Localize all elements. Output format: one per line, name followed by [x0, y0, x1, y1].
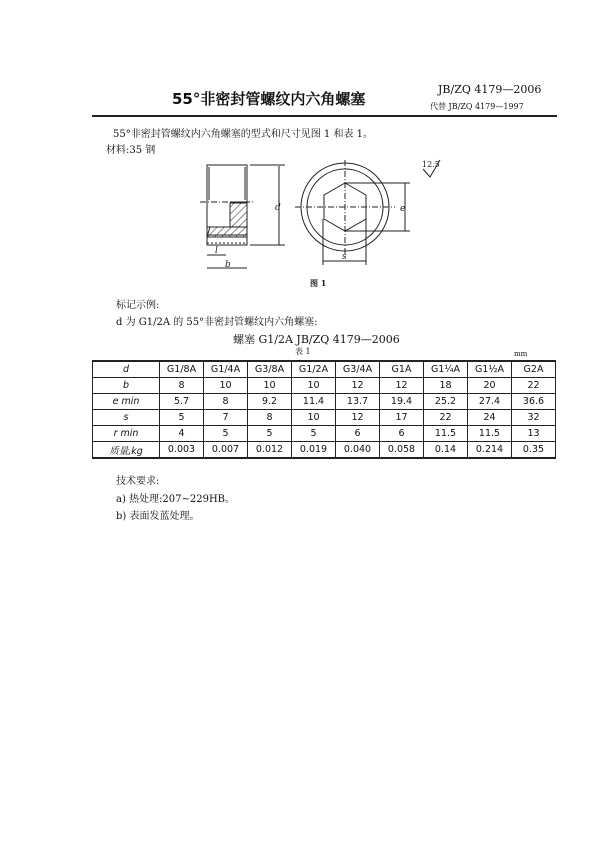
table-cell: 0.019	[292, 442, 336, 459]
table-cell: 32	[512, 410, 556, 426]
table-cell: 5	[248, 426, 292, 442]
table-cell: 6	[380, 426, 424, 442]
table-cell: G1¼A	[424, 361, 468, 378]
table-cell: 5	[292, 426, 336, 442]
row-header: d	[93, 361, 160, 378]
table-cell: 0.003	[160, 442, 204, 459]
table-cell: G2A	[512, 361, 556, 378]
table-cell: 11.4	[292, 394, 336, 410]
label-b: b	[225, 260, 231, 270]
table-cell: 12	[336, 410, 380, 426]
table-row	[93, 361, 556, 378]
table-cell: 17	[380, 410, 424, 426]
table-cell: 18	[424, 378, 468, 394]
table-cell: G3/8A	[248, 361, 292, 378]
table-cell: 8	[204, 394, 248, 410]
table-cell: G1½A	[468, 361, 512, 378]
label-e: e	[400, 204, 406, 214]
table-cell: G3/4A	[336, 361, 380, 378]
table-cell: 0.14	[424, 442, 468, 459]
table-row	[93, 410, 556, 426]
table-row	[93, 378, 556, 394]
table-cell: 6	[336, 426, 380, 442]
label-l: l	[215, 246, 218, 256]
standard-number: JB/ZQ 4179—2006	[438, 83, 542, 96]
table-cell: 20	[468, 378, 512, 394]
label-s: s	[342, 252, 347, 262]
table-cell: 10	[292, 378, 336, 394]
table-cell: 0.058	[380, 442, 424, 459]
table-cell: 0.012	[248, 442, 292, 459]
header-rule	[92, 115, 557, 117]
table-cell: 4	[160, 426, 204, 442]
marking-heading: 标记示例:	[116, 300, 160, 311]
table-cell: G1A	[380, 361, 424, 378]
row-header: 质量,kg	[93, 442, 160, 459]
end-view	[295, 160, 410, 265]
dimension-table	[92, 360, 556, 459]
table-cell: 13.7	[336, 394, 380, 410]
roughness-value: 12.5	[422, 160, 440, 169]
marking-example: 螺塞 G1/2A JB/ZQ 4179—2006	[233, 333, 400, 346]
label-d: d	[275, 203, 281, 213]
table-cell: 0.214	[468, 442, 512, 459]
table-cell: 0.35	[512, 442, 556, 459]
intro-text: 55°非密封管螺纹内六角螺塞的型式和尺寸见图 1 和表 1。	[113, 129, 373, 140]
table-cell: 10	[292, 410, 336, 426]
table-cell: 10	[248, 378, 292, 394]
table-cell: 27.4	[468, 394, 512, 410]
table-cell: 7	[204, 410, 248, 426]
material-text: 材料:35 钢	[106, 145, 156, 156]
table-cell: 5	[160, 410, 204, 426]
page-title: 55°非密封管螺纹内六角螺塞	[172, 90, 366, 108]
table-row	[93, 394, 556, 410]
table-cell: 8	[248, 410, 292, 426]
requirement-a: a) 热处理:207~229HB。	[116, 494, 236, 505]
row-header: b	[93, 378, 160, 394]
table-cell: 24	[468, 410, 512, 426]
table-cell: 0.007	[204, 442, 248, 459]
row-header: e min	[93, 394, 160, 410]
row-header: s	[93, 410, 160, 426]
table-cell: 11.5	[468, 426, 512, 442]
table-cell: 5	[204, 426, 248, 442]
table-cell: 8	[160, 378, 204, 394]
table-cell: G1/8A	[160, 361, 204, 378]
replaces-standard: 代替 JB/ZQ 4179—1997	[430, 102, 524, 111]
table-row	[93, 442, 556, 459]
marking-desc: d 为 G1/2A 的 55°非密封管螺纹内六角螺塞:	[116, 317, 318, 328]
table-cell: 22	[512, 378, 556, 394]
table-cell: 5.7	[160, 394, 204, 410]
table-unit: mm	[514, 350, 528, 358]
table-cell: 13	[512, 426, 556, 442]
requirements-heading: 技术要求:	[116, 476, 160, 487]
table-cell: G1/2A	[292, 361, 336, 378]
table-cell: 25.2	[424, 394, 468, 410]
figure-1-drawing	[190, 155, 450, 295]
table-cell: 9.2	[248, 394, 292, 410]
side-view	[200, 165, 285, 268]
row-header: r min	[93, 426, 160, 442]
table-cell: 22	[424, 410, 468, 426]
table-cell: 12	[336, 378, 380, 394]
table-cell: 12	[380, 378, 424, 394]
table-cell: 36.6	[512, 394, 556, 410]
table-cell: 0.040	[336, 442, 380, 459]
requirement-b: b) 表面发蓝处理。	[116, 511, 200, 522]
table-cell: G1/4A	[204, 361, 248, 378]
table-caption: 表 1	[295, 347, 311, 356]
figure-caption: 图 1	[310, 278, 327, 288]
table-cell: 19.4	[380, 394, 424, 410]
table-cell: 10	[204, 378, 248, 394]
table-row	[93, 426, 556, 442]
table-cell: 11.5	[424, 426, 468, 442]
